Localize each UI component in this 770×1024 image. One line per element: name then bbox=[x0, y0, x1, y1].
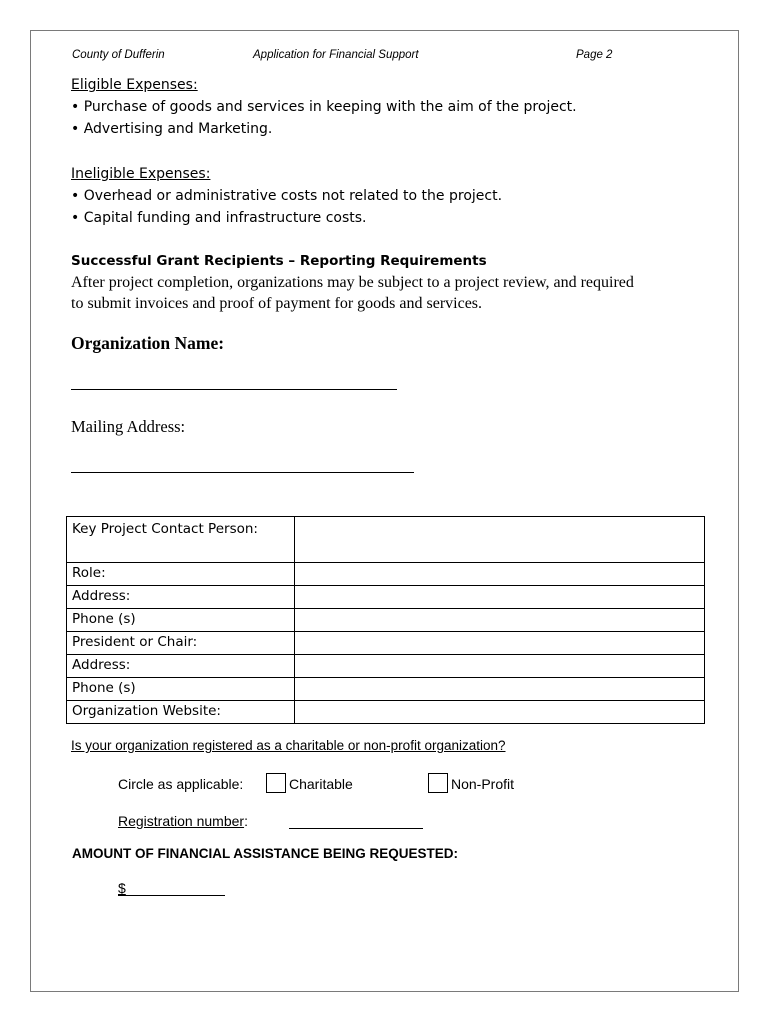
contact-phone-field[interactable] bbox=[295, 609, 705, 632]
amount-field[interactable] bbox=[118, 895, 225, 896]
president-address-label: Address: bbox=[67, 655, 295, 678]
table-row bbox=[67, 609, 705, 632]
non-profit-option-label: Non-Profit bbox=[451, 776, 515, 792]
website-label: Organization Website: bbox=[67, 701, 295, 724]
charitable-option-label: Charitable bbox=[289, 776, 353, 792]
charity-question: Is your organization registered as a charitable or non-profit organization? bbox=[71, 738, 506, 753]
eligible-expense-item: • Advertising and Marketing. bbox=[71, 121, 273, 137]
currency-symbol: $ bbox=[118, 880, 126, 896]
role-field[interactable] bbox=[295, 563, 705, 586]
contact-address-label: Address: bbox=[67, 586, 295, 609]
reporting-heading: Successful Grant Recipients – Reporting Requirements bbox=[71, 253, 487, 269]
role-label: Role: bbox=[67, 563, 295, 586]
eligible-expenses-heading: Eligible Expenses: bbox=[71, 77, 198, 93]
registration-number-label bbox=[118, 813, 248, 829]
charitable-checkbox[interactable] bbox=[266, 773, 286, 793]
reporting-text-line-1: After project completion, organizations may be subject to a project review, and required bbox=[71, 274, 634, 291]
table-row bbox=[67, 517, 705, 563]
contact-person-field[interactable] bbox=[295, 517, 705, 563]
ineligible-expense-item: • Capital funding and infrastructure costs. bbox=[71, 210, 367, 226]
contact-address-field[interactable] bbox=[295, 586, 705, 609]
table-row bbox=[67, 632, 705, 655]
organization-name-field[interactable] bbox=[71, 389, 397, 390]
table-row bbox=[67, 563, 705, 586]
eligible-expense-item: • Purchase of goods and services in keeping with the aim of the project. bbox=[71, 99, 577, 115]
header-page-number: Page 2 bbox=[576, 49, 613, 61]
header-title: Application for Financial Support bbox=[253, 49, 419, 61]
president-phone-label: Phone (s) bbox=[67, 678, 295, 701]
amount-requested-heading: AMOUNT OF FINANCIAL ASSISTANCE BEING REQUESTED: bbox=[72, 846, 459, 861]
reporting-text-line-2: to submit invoices and proof of payment for goods and services. bbox=[71, 295, 483, 312]
registration-number-label-text: Registration number bbox=[118, 813, 245, 829]
table-row bbox=[67, 701, 705, 724]
organization-name-label: Organization Name: bbox=[71, 333, 225, 353]
table-row bbox=[67, 586, 705, 609]
table-row bbox=[67, 678, 705, 701]
header-county: County of Dufferin bbox=[72, 49, 165, 61]
circle-applicable-label: Circle as applicable: bbox=[118, 776, 244, 792]
registration-number-field[interactable] bbox=[289, 828, 423, 829]
contact-table bbox=[66, 516, 705, 724]
president-address-field[interactable] bbox=[295, 655, 705, 678]
president-label: President or Chair: bbox=[67, 632, 295, 655]
table-row bbox=[67, 655, 705, 678]
ineligible-expenses-heading: Ineligible Expenses: bbox=[71, 166, 211, 182]
contact-phone-label: Phone (s) bbox=[67, 609, 295, 632]
website-field[interactable] bbox=[295, 701, 705, 724]
president-phone-field[interactable] bbox=[295, 678, 705, 701]
ineligible-expense-item: • Overhead or administrative costs not related to the project. bbox=[71, 188, 503, 204]
contact-person-label: Key Project Contact Person: bbox=[67, 517, 295, 563]
president-field[interactable] bbox=[295, 632, 705, 655]
registration-number-colon: : bbox=[244, 813, 248, 829]
non-profit-checkbox[interactable] bbox=[428, 773, 448, 793]
mailing-address-label: Mailing Address: bbox=[71, 417, 186, 436]
mailing-address-field[interactable] bbox=[71, 472, 414, 473]
